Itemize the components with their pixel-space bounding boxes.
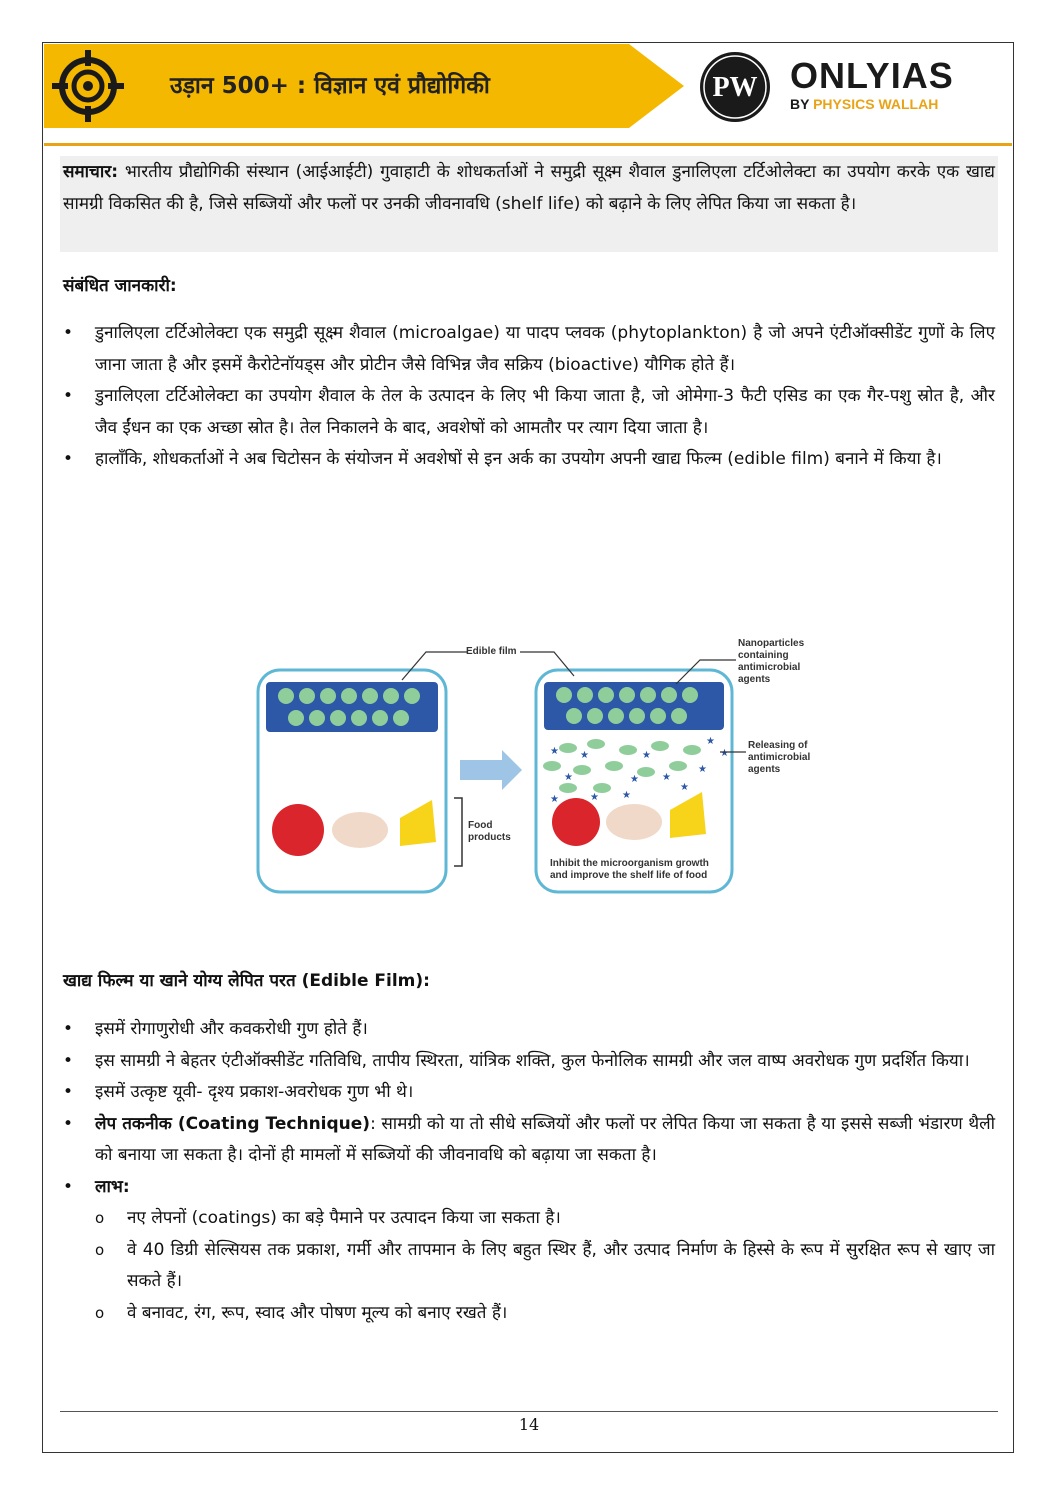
label-line: antimicrobial: [748, 752, 811, 763]
svg-text:★: ★: [580, 750, 589, 761]
brand-tagline: [790, 96, 954, 112]
list-item: o वे बनावट, रंग, रूप, स्वाद और पोषण मूल्य को बनाए रखते हैं।: [95, 1298, 995, 1330]
news-label: समाचार:: [63, 162, 119, 182]
brand-name: ONLYIAS: [790, 55, 954, 96]
list-item: o वे 40 डिग्री सेल्सियस तक प्रकाश, गर्मी और तापमान के लिए बहुत स्थिर हैं, और उत्पाद निर्माण के हिस्से के रूप में सुरक्षित रूप से खाए जा सकते हैं।: [95, 1235, 995, 1298]
svg-text:★: ★: [706, 736, 715, 747]
svg-text:★: ★: [680, 782, 689, 793]
edible-film-diagram: [250, 630, 810, 900]
header-rule: [44, 143, 1012, 146]
label-line: and improve the shelf life of food: [550, 870, 708, 881]
label-caption: [550, 858, 709, 882]
pw-logo: [698, 50, 772, 128]
target-icon: [52, 50, 124, 126]
svg-text:★: ★: [662, 772, 671, 783]
label-nanoparticles: [738, 638, 804, 686]
label-line: agents: [748, 764, 781, 775]
list-item-coating: [63, 1109, 995, 1172]
pw-logo-text: PW: [712, 72, 758, 103]
footer-rule: [60, 1411, 998, 1412]
svg-text:★: ★: [550, 794, 559, 805]
svg-text:★: ★: [720, 748, 729, 759]
label-line: Releasing of: [748, 740, 808, 751]
list-item-benefits: [63, 1172, 995, 1330]
label-releasing: [748, 740, 810, 776]
list-item: o नए लेपनों (coatings) का बड़े पैमाने पर उत्पादन किया जा सकता है।: [95, 1203, 995, 1235]
label-line: antimicrobial: [738, 662, 801, 673]
label-line: Food: [468, 820, 493, 831]
label-edible-film: Edible film: [466, 646, 517, 657]
brand-by: BY: [790, 96, 810, 112]
header-title: उड़ान 500+ : विज्ञान एवं प्रौद्योगिकी: [170, 73, 490, 99]
label-line: Nanoparticles: [738, 638, 805, 649]
related-heading: संबंधित जानकारी:: [63, 276, 177, 296]
list-item: • हालाँकि, शोधकर्ताओं ने अब चिटोसन के संयोजन में अवशेषों से इन अर्क का उपयोग अपनी खाद्य फिल्म (edible film) बनाने में किया है।: [63, 444, 995, 476]
news-paragraph: [63, 157, 995, 220]
svg-text:★: ★: [550, 746, 559, 757]
label-line: products: [468, 832, 511, 843]
label-line: agents: [738, 674, 771, 685]
svg-text:★: ★: [564, 772, 573, 783]
list-item: • इसमें रोगाणुरोधी और कवकरोधी गुण होते हैं।: [63, 1014, 995, 1046]
svg-text:★: ★: [622, 790, 631, 801]
coating-label: लेप तकनीक (Coating Technique): [95, 1113, 371, 1134]
svg-text:★: ★: [642, 750, 651, 761]
benefits-list: [95, 1203, 995, 1329]
news-text: भारतीय प्रौद्योगिकी संस्थान (आईआईटी) गुवाहाटी के शोधकर्ताओं ने समुद्री सूक्ष्म शैवाल डुनालिएला टर्टिओलेक्टा का उपयोग करके एक खाद्य सामग्री विकसित की है, जिसे सब्जियों और फलों पर उनकी जीवनावधि (shelf life) को बढ़ाने के लिए लेपित किया जा सकता है।: [63, 162, 995, 214]
edible-list: [63, 1014, 995, 1329]
list-item: • इस सामग्री ने बेहतर एंटीऑक्सीडेंट गतिविधि, तापीय स्थिरता, यांत्रिक शक्ति, कुल फेनोलिक सामग्री और जल वाष्प अवरोधक गुण प्रदर्शित किया।: [63, 1046, 995, 1078]
label-food-products: [468, 820, 511, 844]
brand-physics-wallah: PHYSICS WALLAH: [813, 96, 939, 112]
brand-logo: [790, 55, 954, 112]
list-item: • इसमें उत्कृष्ट यूवी- दृश्य प्रकाश-अवरोधक गुण भी थे।: [63, 1077, 995, 1109]
label-line: containing: [738, 650, 789, 661]
list-item: • डुनालिएला टर्टिओलेक्टा का उपयोग शैवाल के तेल के उत्पादन के लिए भी किया जाता है, जो ओमेगा-3 फैटी एसिड का एक गैर-पशु स्रोत है, और जैव ईंधन का एक अच्छा स्रोत है। तेल निकालने के बाद, अवशेषों को आमतौर पर त्याग दिया जाता है।: [63, 381, 995, 444]
coating-text: : सामग्री को या तो सीधे सब्जियों और फलों पर लेपित किया जा सकता है या इससे सब्जी भंडारण थैली को बनाया जा सकता है। दोनों ही मामलों में सब्जियों की जीवनावधि को बढ़ाया जा सकता है।: [95, 1113, 995, 1165]
label-line: Inhibit the microorganism growth: [550, 858, 709, 869]
related-list: [63, 318, 995, 476]
svg-text:★: ★: [630, 774, 639, 785]
benefits-label: लाभ:: [95, 1176, 130, 1197]
svg-text:★: ★: [698, 764, 707, 775]
svg-text:★: ★: [590, 792, 599, 803]
edible-heading: खाद्य फिल्म या खाने योग्य लेपित परत (Edible Film):: [63, 971, 430, 991]
list-item: • डुनालिएला टर्टिओलेक्टा एक समुद्री सूक्ष्म शैवाल (microalgae) या पादप प्लवक (phytoplankton) है जो अपने एंटीऑक्सीडेंट गुणों के लिए जाना जाता है और इसमें कैरोटेनॉयड्स और प्रोटीन जैसे विभिन्न जैव सक्रिय (bioactive) यौगिक होते हैं।: [63, 318, 995, 381]
page-number: 14: [518, 1415, 540, 1434]
